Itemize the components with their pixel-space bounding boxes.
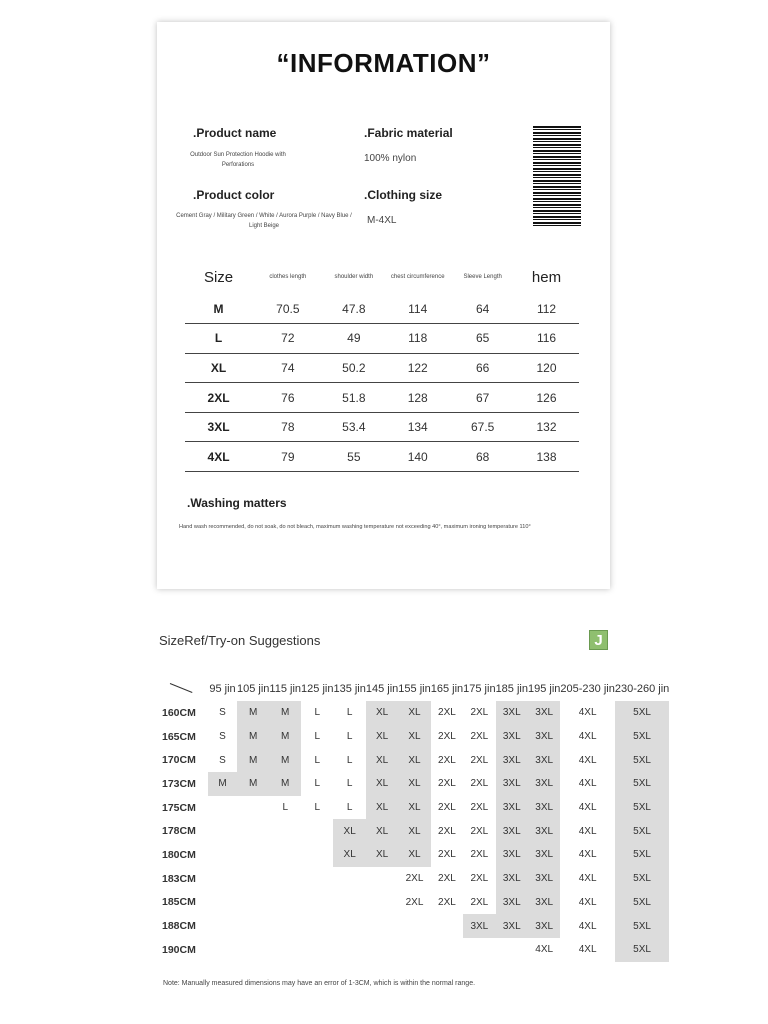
- size-suggestion-cell: [237, 891, 269, 915]
- size-suggestion-cell: 2XL: [470, 707, 489, 719]
- size-ref-title: SizeRef/Try-on Suggestions: [159, 633, 321, 648]
- size-suggestion-cell: L: [346, 707, 353, 719]
- size-suggestion-cell: [333, 914, 365, 938]
- size-value-cell: 74: [252, 353, 323, 383]
- height-row: [162, 891, 669, 915]
- size-suggestion-cell: M: [237, 725, 269, 749]
- size-suggestion-cell: [366, 891, 398, 915]
- height-label: 173CM: [162, 777, 196, 790]
- size-suggestion-cell: 3XL: [528, 748, 560, 772]
- hem-header: hem: [531, 268, 562, 286]
- size-row: [185, 294, 579, 324]
- size-suggestion-cell: 2XL: [470, 754, 489, 766]
- size-suggestion-cell: M: [237, 748, 269, 772]
- size-suggestion-cell: XL: [398, 701, 430, 725]
- barcode-icon: [533, 126, 581, 226]
- size-suggestion-cell: [269, 914, 301, 938]
- height-label: 165CM: [162, 730, 196, 743]
- size-suggestion-cell: XL: [366, 843, 398, 867]
- size-suggestion-cell: XL: [398, 725, 430, 749]
- size-suggestion-cell: M: [237, 772, 269, 796]
- size-suggestion-cell: 3XL: [496, 796, 528, 820]
- size-row: [185, 442, 579, 472]
- size-value-cell: 66: [451, 353, 514, 383]
- height-label: 170CM: [162, 754, 196, 767]
- size-value-cell: 67.5: [451, 412, 514, 442]
- size-suggestion-cell: [333, 867, 365, 891]
- size-suggestion-cell: 5XL: [615, 867, 669, 891]
- size-suggestion-cell: 2XL: [470, 825, 489, 837]
- height-row: [162, 914, 669, 938]
- size-suggestion-cell: 3XL: [528, 867, 560, 891]
- size-suggestion-cell: 2XL: [405, 896, 424, 908]
- size-suggestion-cell: L: [346, 731, 353, 743]
- size-suggestion-cell: L: [346, 802, 353, 814]
- weight-header: 105 jin: [237, 683, 270, 695]
- size-label-cell: M: [213, 301, 224, 316]
- size-suggestion-cell: XL: [366, 725, 398, 749]
- size-suggestion-cell: [208, 938, 237, 962]
- weight-header: 145 jin: [365, 683, 399, 695]
- weight-header: 135 jin: [333, 683, 366, 695]
- size-value-cell: 65: [451, 324, 514, 354]
- size-suggestion-cell: 3XL: [496, 725, 528, 749]
- size-ref-table: [162, 677, 669, 962]
- size-suggestion-cell: 2XL: [438, 873, 456, 885]
- size-suggestion-cell: 2XL: [438, 754, 456, 766]
- size-suggestion-cell: XL: [366, 701, 398, 725]
- size-suggestion-cell: 3XL: [528, 725, 560, 749]
- height-row: [162, 772, 669, 796]
- size-suggestion-cell: 2XL: [438, 731, 456, 743]
- size-suggestion-cell: 2XL: [405, 873, 424, 885]
- washing-label: .Washing matters: [187, 496, 287, 510]
- height-label: 183CM: [162, 872, 196, 885]
- size-suggestion-cell: [496, 938, 528, 962]
- product-name-value: Outdoor Sun Protection Hoodie with Perforations: [190, 152, 286, 168]
- size-suggestion-cell: [366, 938, 398, 962]
- size-ref-chart: [162, 677, 669, 962]
- size-suggestion-cell: 3XL: [496, 891, 528, 915]
- size-suggestion-cell: [333, 938, 365, 962]
- size-suggestion-cell: [237, 867, 269, 891]
- size-suggestion-cell: 5XL: [615, 891, 669, 915]
- size-suggestion-cell: [301, 819, 333, 843]
- size-value-cell: 112: [536, 301, 557, 316]
- size-suggestion-cell: 5XL: [615, 772, 669, 796]
- size-suggestion-cell: [463, 938, 495, 962]
- size-suggestion-cell: M: [269, 725, 301, 749]
- height-row: [162, 701, 669, 725]
- size-suggestion-cell: XL: [366, 796, 398, 820]
- size-suggestion-cell: 2XL: [438, 707, 456, 719]
- weight-header: 125 jin: [301, 683, 334, 695]
- clothing-size-label: .Clothing size: [364, 188, 442, 202]
- size-suggestion-cell: [333, 891, 365, 915]
- weight-header: 205-230 jin: [560, 683, 615, 695]
- size-row: [185, 383, 579, 413]
- height-row: [162, 748, 669, 772]
- size-suggestion-cell: [237, 843, 269, 867]
- size-value-cell: 126: [514, 383, 579, 413]
- size-suggestion-cell: S: [219, 754, 226, 766]
- size-suggestion-cell: 2XL: [438, 825, 456, 837]
- size-suggestion-cell: M: [269, 772, 301, 796]
- info-title: “INFORMATION”: [276, 48, 491, 78]
- size-suggestion-cell: [301, 843, 333, 867]
- clothing-size-value: M-4XL: [367, 215, 397, 226]
- size-suggestion-cell: XL: [366, 819, 398, 843]
- size-value-cell: 49: [324, 324, 385, 354]
- size-value-cell: 128: [384, 383, 451, 413]
- height-row: [162, 819, 669, 843]
- size-suggestion-cell: 2XL: [438, 896, 456, 908]
- size-suggestion-cell: 3XL: [528, 819, 560, 843]
- size-suggestion-cell: [269, 867, 301, 891]
- weight-header: 95 jin: [209, 683, 236, 695]
- size-suggestion-cell: L: [314, 778, 321, 790]
- size-value-cell: 116: [514, 324, 579, 354]
- size-suggestion-cell: 4XL: [578, 731, 597, 743]
- size-suggestion-cell: 2XL: [438, 778, 456, 790]
- clothes-length-header: clothes length: [269, 273, 307, 280]
- size-suggestion-cell: 3XL: [528, 843, 560, 867]
- height-row: [162, 867, 669, 891]
- size-label-cell: 4XL: [185, 442, 252, 472]
- weight-header: 155 jin: [398, 683, 431, 695]
- size-value-cell: 55: [324, 442, 385, 472]
- size-suggestion-cell: L: [314, 707, 321, 719]
- size-suggestion-cell: L: [346, 778, 353, 790]
- size-table: [185, 260, 579, 472]
- weight-header: 230-260 jin: [614, 683, 670, 695]
- size-value-cell: 134: [384, 412, 451, 442]
- size-suggestion-cell: L: [314, 731, 321, 743]
- size-suggestion-cell: 2XL: [470, 873, 489, 885]
- size-suggestion-cell: 2XL: [470, 731, 489, 743]
- size-header: Size: [203, 268, 234, 286]
- size-suggestion-cell: 5XL: [615, 938, 669, 962]
- size-value-cell: 53.4: [324, 412, 385, 442]
- size-suggestion-cell: M: [237, 701, 269, 725]
- size-suggestion-cell: [208, 867, 237, 891]
- size-suggestion-cell: 3XL: [496, 843, 528, 867]
- size-suggestion-cell: L: [314, 754, 321, 766]
- size-suggestion-cell: 2XL: [470, 778, 489, 790]
- size-suggestion-cell: XL: [398, 796, 430, 820]
- size-suggestion-cell: 3XL: [528, 914, 560, 938]
- size-suggestion-cell: 5XL: [615, 843, 669, 867]
- size-value-cell: 70.5: [276, 301, 300, 316]
- size-suggestion-cell: 4XL: [535, 944, 554, 956]
- size-suggestion-cell: XL: [333, 819, 365, 843]
- height-row: [162, 843, 669, 867]
- height-label: 175CM: [162, 801, 196, 814]
- size-suggestion-cell: [301, 891, 333, 915]
- height-row: [162, 938, 669, 962]
- size-value-cell: 79: [252, 442, 323, 472]
- size-row: [185, 324, 579, 354]
- height-label: 188CM: [162, 920, 196, 933]
- size-suggestion-cell: [208, 796, 237, 820]
- size-label-cell: 3XL: [185, 412, 252, 442]
- product-color-label: .Product color: [193, 188, 275, 202]
- size-suggestion-cell: 3XL: [528, 772, 560, 796]
- size-suggestion-cell: L: [346, 754, 353, 766]
- size-suggestion-cell: [269, 819, 301, 843]
- fabric-value: 100% nylon: [364, 153, 417, 164]
- size-suggestion-cell: XL: [398, 843, 430, 867]
- size-suggestion-cell: S: [219, 707, 226, 719]
- size-value-cell: 118: [384, 324, 451, 354]
- size-suggestion-cell: XL: [366, 772, 398, 796]
- weight-header: 175 jin: [463, 683, 496, 695]
- size-suggestion-cell: [431, 938, 463, 962]
- size-suggestion-cell: L: [282, 802, 288, 814]
- size-label-cell: 2XL: [185, 383, 252, 413]
- size-suggestion-cell: [237, 938, 269, 962]
- size-suggestion-cell: [301, 914, 333, 938]
- size-suggestion-cell: [398, 914, 430, 938]
- size-suggestion-cell: 3XL: [496, 748, 528, 772]
- size-suggestion-cell: 2XL: [470, 896, 489, 908]
- size-value-cell: 114: [408, 301, 428, 316]
- size-suggestion-cell: 4XL: [578, 778, 597, 790]
- size-suggestion-cell: 3XL: [496, 772, 528, 796]
- shoulder-width-header: shoulder width: [334, 273, 374, 280]
- size-suggestion-cell: 3XL: [528, 891, 560, 915]
- size-value-cell: 50.2: [324, 353, 385, 383]
- size-suggestion-cell: 4XL: [578, 707, 597, 719]
- weight-header: 165 jin: [430, 683, 464, 695]
- information-card: [157, 22, 610, 589]
- size-suggestion-cell: [269, 938, 301, 962]
- size-value-cell: 138: [514, 442, 579, 472]
- size-suggestion-cell: [237, 819, 269, 843]
- size-suggestion-cell: 4XL: [578, 802, 597, 814]
- size-suggestion-cell: 4XL: [578, 920, 597, 932]
- size-label-cell: L: [185, 324, 252, 354]
- size-label-cell: XL: [185, 353, 252, 383]
- size-value-cell: 72: [252, 324, 323, 354]
- size-suggestion-cell: 5XL: [615, 914, 669, 938]
- fabric-label: .Fabric material: [364, 126, 453, 140]
- size-suggestion-cell: 3XL: [496, 867, 528, 891]
- weight-header: 185 jin: [495, 683, 528, 695]
- size-suggestion-cell: XL: [366, 748, 398, 772]
- sleeve-header: Sleeve Length: [463, 273, 502, 280]
- size-suggestion-cell: 4XL: [578, 944, 597, 956]
- size-value-cell: 120: [514, 353, 579, 383]
- size-suggestion-cell: 3XL: [496, 914, 528, 938]
- size-suggestion-cell: XL: [398, 772, 430, 796]
- height-label: 180CM: [162, 848, 196, 861]
- product-color-value: Cement Gray / Military Green / White / Aurora Purple / Navy Blue / Light Beige: [176, 213, 352, 229]
- size-suggestion-cell: XL: [333, 843, 365, 867]
- size-row: [185, 353, 579, 383]
- product-name-label: .Product name: [193, 126, 277, 140]
- size-suggestion-cell: [208, 914, 237, 938]
- size-suggestion-cell: S: [219, 731, 226, 743]
- size-suggestion-cell: [237, 914, 269, 938]
- size-suggestion-cell: 2XL: [438, 802, 456, 814]
- size-value-cell: 122: [384, 353, 451, 383]
- size-suggestion-cell: 2XL: [438, 849, 456, 861]
- size-suggestion-cell: M: [208, 772, 237, 796]
- size-suggestion-cell: 3XL: [496, 701, 528, 725]
- size-suggestion-cell: 5XL: [615, 796, 669, 820]
- size-suggestion-cell: [301, 867, 333, 891]
- height-row: [162, 725, 669, 749]
- size-suggestion-cell: 4XL: [578, 873, 597, 885]
- size-value-cell: 76: [252, 383, 323, 413]
- size-suggestion-cell: 4XL: [578, 896, 597, 908]
- size-suggestion-cell: [237, 796, 269, 820]
- size-suggestion-cell: 5XL: [615, 701, 669, 725]
- j-badge: J: [589, 630, 608, 650]
- size-suggestion-cell: [269, 843, 301, 867]
- washing-value: Hand wash recommended, do not soak, do not bleach, maximum washing temperature not exceeding 40°, maximum ironing temperature 110°: [179, 524, 531, 530]
- size-suggestion-cell: 5XL: [615, 748, 669, 772]
- height-row: [162, 796, 669, 820]
- height-label: 190CM: [162, 943, 196, 956]
- size-value-cell: 78: [252, 412, 323, 442]
- size-suggestion-cell: XL: [398, 748, 430, 772]
- size-suggestion-cell: 4XL: [578, 825, 597, 837]
- size-suggestion-cell: 2XL: [470, 802, 489, 814]
- size-value-cell: 51.8: [324, 383, 385, 413]
- size-value-cell: 140: [384, 442, 451, 472]
- size-suggestion-cell: [269, 891, 301, 915]
- size-suggestion-cell: [208, 843, 237, 867]
- size-suggestion-cell: [366, 914, 398, 938]
- size-suggestion-cell: 2XL: [470, 849, 489, 861]
- size-value-cell: 132: [514, 412, 579, 442]
- size-suggestion-cell: [398, 938, 430, 962]
- size-suggestion-cell: 4XL: [578, 849, 597, 861]
- size-value-cell: 68: [451, 442, 514, 472]
- size-suggestion-cell: 5XL: [615, 725, 669, 749]
- size-value-cell: 47.8: [342, 301, 366, 316]
- size-suggestion-cell: 3XL: [463, 914, 495, 938]
- size-suggestion-cell: [301, 938, 333, 962]
- size-suggestion-cell: [208, 819, 237, 843]
- size-suggestion-cell: 4XL: [578, 754, 597, 766]
- size-suggestion-cell: M: [269, 701, 301, 725]
- height-label: 185CM: [162, 896, 196, 909]
- size-value-cell: 64: [475, 301, 490, 316]
- weight-header: 195 jin: [527, 683, 561, 695]
- chest-header: chest circumference: [390, 273, 445, 280]
- size-suggestion-cell: L: [314, 802, 321, 814]
- size-suggestion-cell: 3XL: [496, 819, 528, 843]
- height-label: 178CM: [162, 825, 196, 838]
- size-row: [185, 412, 579, 442]
- size-suggestion-cell: [366, 867, 398, 891]
- size-suggestion-cell: 5XL: [615, 819, 669, 843]
- height-label: 160CM: [162, 706, 196, 719]
- size-value-cell: 67: [451, 383, 514, 413]
- size-suggestion-cell: M: [269, 748, 301, 772]
- measurement-note: Note: Manually measured dimensions may have an error of 1-3CM, which is within the normal range.: [163, 980, 476, 987]
- size-suggestion-cell: XL: [398, 819, 430, 843]
- size-suggestion-cell: 3XL: [528, 796, 560, 820]
- size-suggestion-cell: [208, 891, 237, 915]
- weight-header: 115 jin: [269, 683, 302, 695]
- size-suggestion-cell: [431, 914, 463, 938]
- size-suggestion-cell: 3XL: [528, 701, 560, 725]
